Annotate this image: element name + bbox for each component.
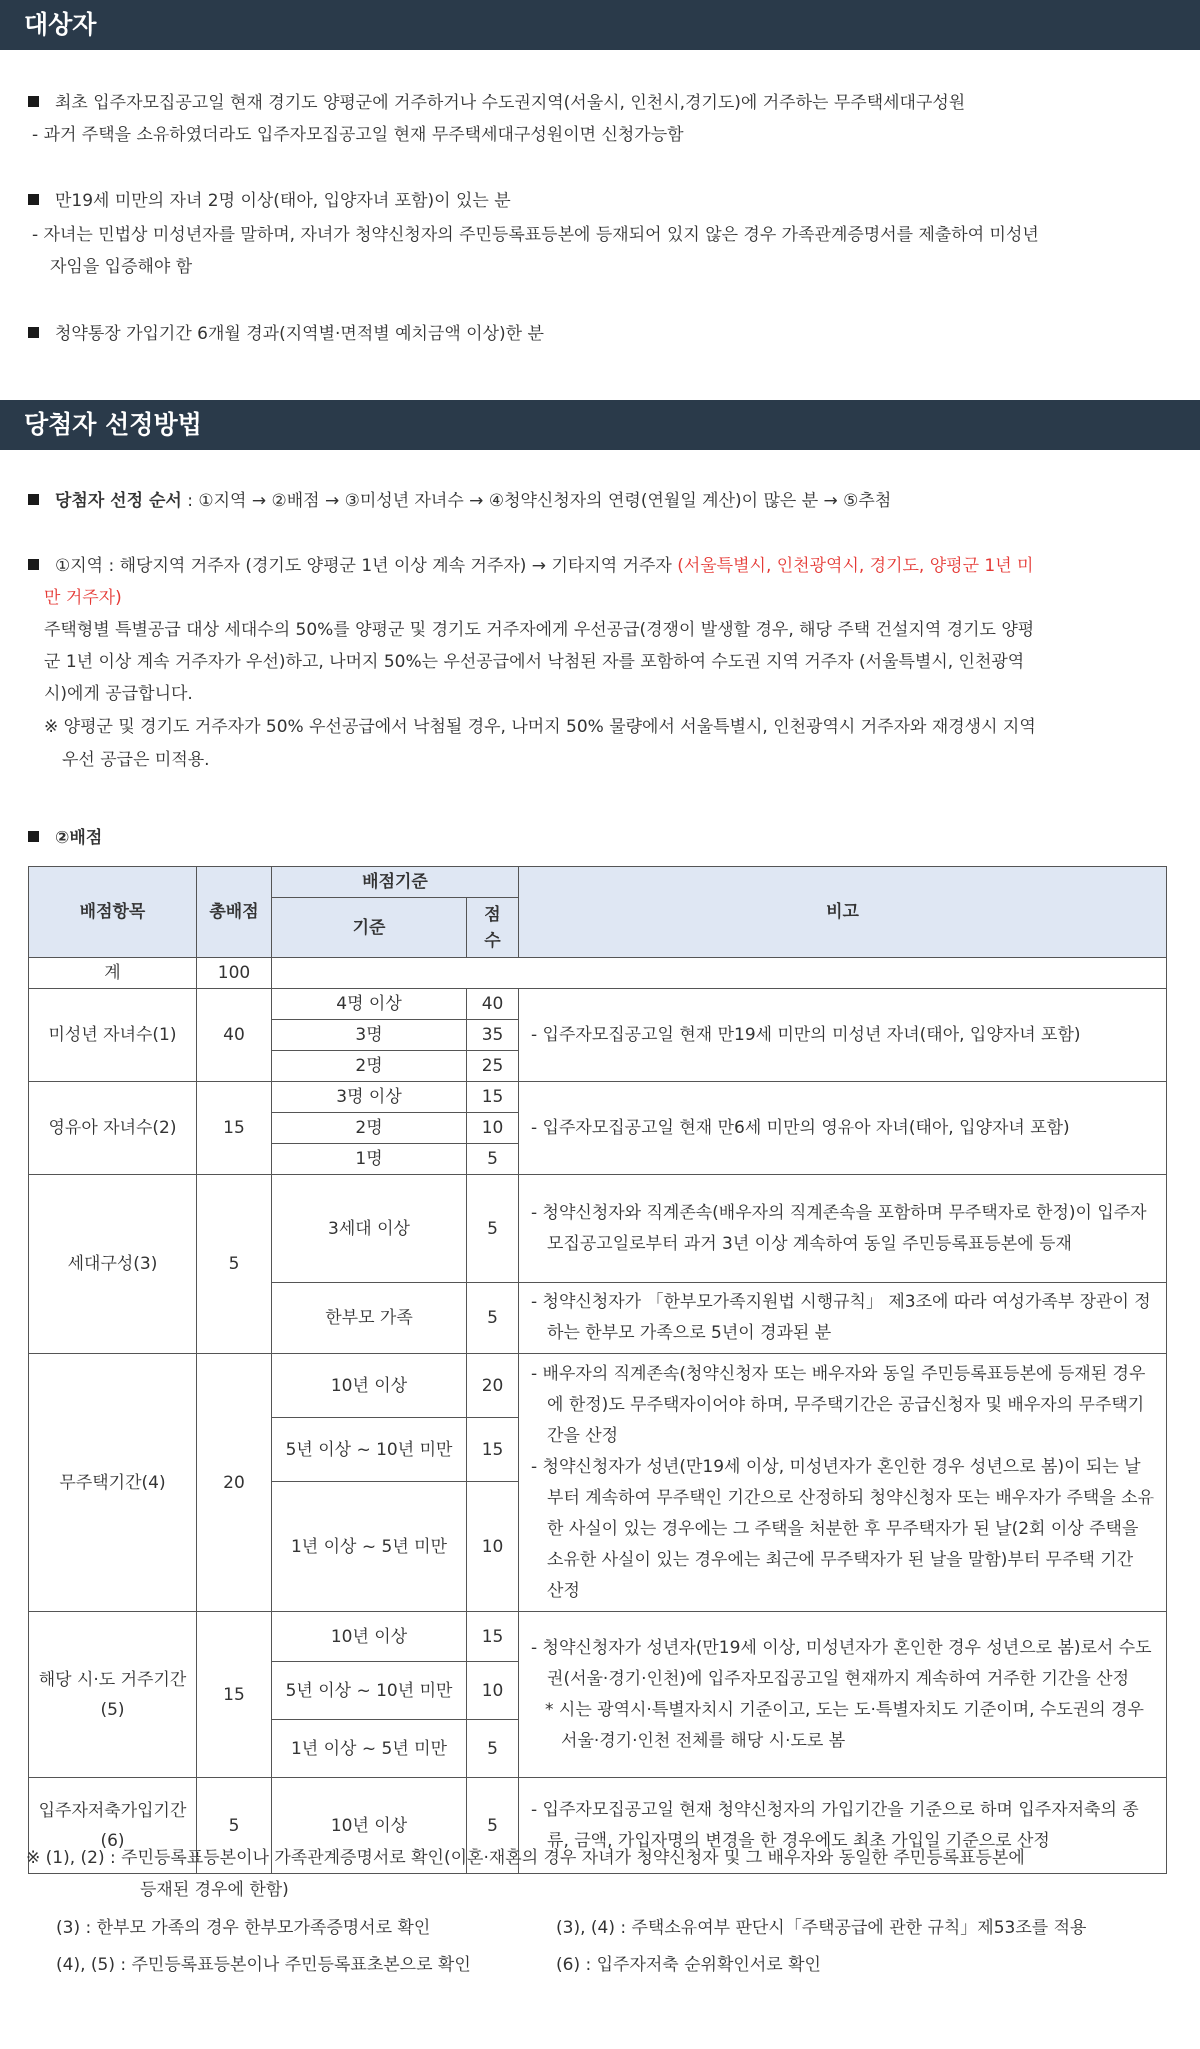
criteria-points: 5 (467, 1720, 519, 1778)
region-note: ※ 양평군 및 경기도 거주자가 50% 우선공급에서 낙첨될 경우, 나머지 50% 물량에서 서울특별시, 인천광역시 거주자와 재경생시 지역 (44, 717, 1036, 737)
criteria-standard: 4명 이상 (272, 989, 467, 1020)
row-total: 15 (197, 1612, 272, 1778)
eligibility-subitem: 자임을 입증해야 함 (50, 257, 193, 277)
footnote: ※ (1), (2) : 주민등록표등본이나 가족관계증명서로 확인(이혼·재혼의 경우 자녀가 청약신청자 및 그 배우자와 동일한 주민등록표등본에 (26, 1848, 1025, 1868)
header-criteria: 배점기준 (272, 867, 519, 898)
sum-label: 계 (29, 958, 197, 989)
row-label: 미성년 자녀수(1) (29, 989, 197, 1082)
section-header-selection (0, 400, 1200, 450)
criteria-standard: 5년 이상 ~ 10년 미만 (272, 1662, 467, 1720)
criteria-standard: 한부모 가족 (272, 1283, 467, 1354)
region-paragraph: 주택형별 특별공급 대상 세대수의 50%를 양평군 및 경기도 거주자에게 우선공급(경쟁이 발생할 경우, 해당 주택 건설지역 경기도 양평 (44, 620, 1035, 640)
criteria-points: 10 (467, 1482, 519, 1612)
criteria-points: 5 (467, 1175, 519, 1283)
footnote: (3), (4) : 주택소유여부 판단시「주택공급에 관한 규칙」제53조를 적용 (556, 1918, 1087, 1938)
criteria-points: 20 (467, 1354, 519, 1418)
bullet-icon (28, 194, 39, 205)
row-total: 40 (197, 989, 272, 1082)
sum-total: 100 (197, 958, 272, 989)
header-total: 총배점 (197, 867, 272, 958)
criteria-points: 25 (467, 1051, 519, 1082)
section-title: 당첨자 선정방법 (24, 410, 202, 439)
row-total: 5 (197, 1175, 272, 1354)
score-title: ②배점 (28, 822, 1168, 854)
criteria-points: 15 (467, 1612, 519, 1662)
footnote: 등재된 경우에 한함) (140, 1880, 289, 1900)
criteria-standard: 1년 이상 ~ 5년 미만 (272, 1482, 467, 1612)
header-points: 점 수 (467, 898, 519, 958)
row-label: 입주자저축가입기간(6) (29, 1778, 197, 1874)
criteria-points: 5 (467, 1144, 519, 1175)
bullet-icon (28, 327, 39, 338)
row-label: 무주택기간(4) (29, 1354, 197, 1612)
row-remark: - 입주자모집공고일 현재 만6세 미만의 영유아 자녀(태아, 입양자녀 포함) (519, 1082, 1167, 1175)
row-remark: - 청약신청자가 「한부모가족지원법 시행규칙」 제3조에 따라 여성가족부 장관이 정하는 한부모 가족으로 5년이 경과된 분 (519, 1283, 1167, 1354)
criteria-points: 10 (467, 1662, 519, 1720)
criteria-points: 5 (467, 1778, 519, 1874)
row-remark: - 입주자모집공고일 현재 청약신청자의 가입기간을 기준으로 하며 입주자저축의 종류, 금액, 가입자명의 변경을 한 경우에도 최초 가입일 기준으로 산정 (519, 1778, 1167, 1874)
criteria-standard: 5년 이상 ~ 10년 미만 (272, 1418, 467, 1482)
eligibility-item: 청약통장 가입기간 6개월 경과(지역별·면적별 예치금액 이상)한 분 (28, 318, 1168, 350)
eligibility-item: 최초 입주자모집공고일 현재 경기도 양평군에 거주하거나 수도권지역(서울시, 인천시,경기도)에 거주하는 무주택세대구성원 (28, 87, 1168, 119)
row-total: 20 (197, 1354, 272, 1612)
bullet-icon (28, 831, 39, 842)
row-remark: - 입주자모집공고일 현재 만19세 미만의 미성년 자녀(태아, 입양자녀 포함) (519, 989, 1167, 1082)
criteria-points: 15 (467, 1082, 519, 1113)
criteria-standard: 10년 이상 (272, 1612, 467, 1662)
region-rule: ①지역 : 해당지역 거주자 (경기도 양평군 1년 이상 계속 거주자) → 기타지역 거주자 (서울특별시, 인천광역시, 경기도, 양평군 1년 미 (28, 550, 1168, 582)
bullet-icon (28, 559, 39, 570)
section-title: 대상자 (24, 10, 97, 39)
criteria-points: 15 (467, 1418, 519, 1482)
criteria-points: 40 (467, 989, 519, 1020)
bullet-icon (28, 494, 39, 505)
region-note: 우선 공급은 미적용. (62, 750, 210, 770)
criteria-standard: 1명 (272, 1144, 467, 1175)
row-remark: - 청약신청자와 직계존속(배우자의 직계존속을 포함하며 무주택자로 한정)이 입주자모집공고일로부터 과거 3년 이상 계속하여 동일 주민등록표등본에 등재 (519, 1175, 1167, 1283)
footnote: (6) : 입주자저축 순위확인서로 확인 (556, 1955, 821, 1975)
criteria-points: 5 (467, 1283, 519, 1354)
row-label: 해당 시·도 거주기간(5) (29, 1612, 197, 1778)
eligibility-subitem: - 과거 주택을 소유하였더라도 입주자모집공고일 현재 무주택세대구성원이면 신청가능함 (32, 125, 684, 145)
region-rule-cont: 만 거주자) (44, 588, 122, 608)
criteria-standard: 2명 (272, 1113, 467, 1144)
row-remark: - 배우자의 직계존속(청약신청자 또는 배우자와 동일 주민등록표등본에 등재된 경우에 한정)도 무주택자이어야 하며, 무주택기간은 공급신청자 및 배우자의 무주택기간을 산정 - 청약신청자가 성년(만19세 이상, 미성년자가 혼인한 경우 성년으로 봄)이 되는 날부터 계속하여 무주택인 기간으로 산정하되 청약신청자 또는 배우자가 주택을 소유한 사실이 있는 경우에는 그 주택을 처분한 후 무주택자가 된 날(2회 이상 주택을 소유한 사실이 있는 경우에는 최근에 무주택자가 된 날을 말함)부터 무주택 기간 산정 (519, 1354, 1167, 1612)
criteria-standard: 10년 이상 (272, 1778, 467, 1874)
row-total: 5 (197, 1778, 272, 1874)
row-total: 15 (197, 1082, 272, 1175)
eligibility-subitem: - 자녀는 민법상 미성년자를 말하며, 자녀가 청약신청자의 주민등록표등본에 등재되어 있지 않은 경우 가족관계증명서를 제출하여 미성년 (32, 225, 1039, 245)
criteria-standard: 10년 이상 (272, 1354, 467, 1418)
criteria-standard: 2명 (272, 1051, 467, 1082)
score-table (28, 866, 1167, 1874)
eligibility-item: 만19세 미만의 자녀 2명 이상(태아, 입양자녀 포함)이 있는 분 (28, 185, 1168, 217)
row-label: 세대구성(3) (29, 1175, 197, 1354)
region-paragraph: 군 1년 이상 계속 거주자가 우선)하고, 나머지 50%는 우선공급에서 낙첨된 자를 포함하여 수도권 지역 거주자 (서울특별시, 인천광역 (44, 652, 1025, 672)
bullet-icon (28, 96, 39, 107)
region-paragraph: 시)에게 공급합니다. (44, 684, 193, 704)
footnote: (3) : 한부모 가족의 경우 한부모가족증명서로 확인 (56, 1918, 431, 1938)
criteria-standard: 3세대 이상 (272, 1175, 467, 1283)
criteria-standard: 3명 (272, 1020, 467, 1051)
header-standard: 기준 (272, 898, 467, 958)
criteria-points: 35 (467, 1020, 519, 1051)
section-header-eligibility (0, 0, 1200, 50)
criteria-standard: 1년 이상 ~ 5년 미만 (272, 1720, 467, 1778)
sum-empty (272, 958, 1167, 989)
criteria-standard: 3명 이상 (272, 1082, 467, 1113)
header-remark: 비고 (519, 867, 1167, 958)
row-remark: - 청약신청자가 성년자(만19세 이상, 미성년자가 혼인한 경우 성년으로 봄)로서 수도권(서울·경기·인천)에 입주자모집공고일 현재까지 계속하여 거주한 기간을 산정 * 시는 광역시·특별자치시 기준이고, 도는 도·특별자치도 기준이며, 수도권의 경우 서울·경기·인천 전체를 해당 시·도로 봄 (519, 1612, 1167, 1778)
footnote: (4), (5) : 주민등록표등본이나 주민등록표초본으로 확인 (56, 1955, 471, 1975)
selection-order: 당첨자 선정 순서 : ①지역 → ②배점 → ③미성년 자녀수 → ④청약신청자의 연령(연월일 계산)이 많은 분 → ⑤추첨 (28, 485, 1168, 517)
header-item: 배점항목 (29, 867, 197, 958)
criteria-points: 10 (467, 1113, 519, 1144)
row-label: 영유아 자녀수(2) (29, 1082, 197, 1175)
